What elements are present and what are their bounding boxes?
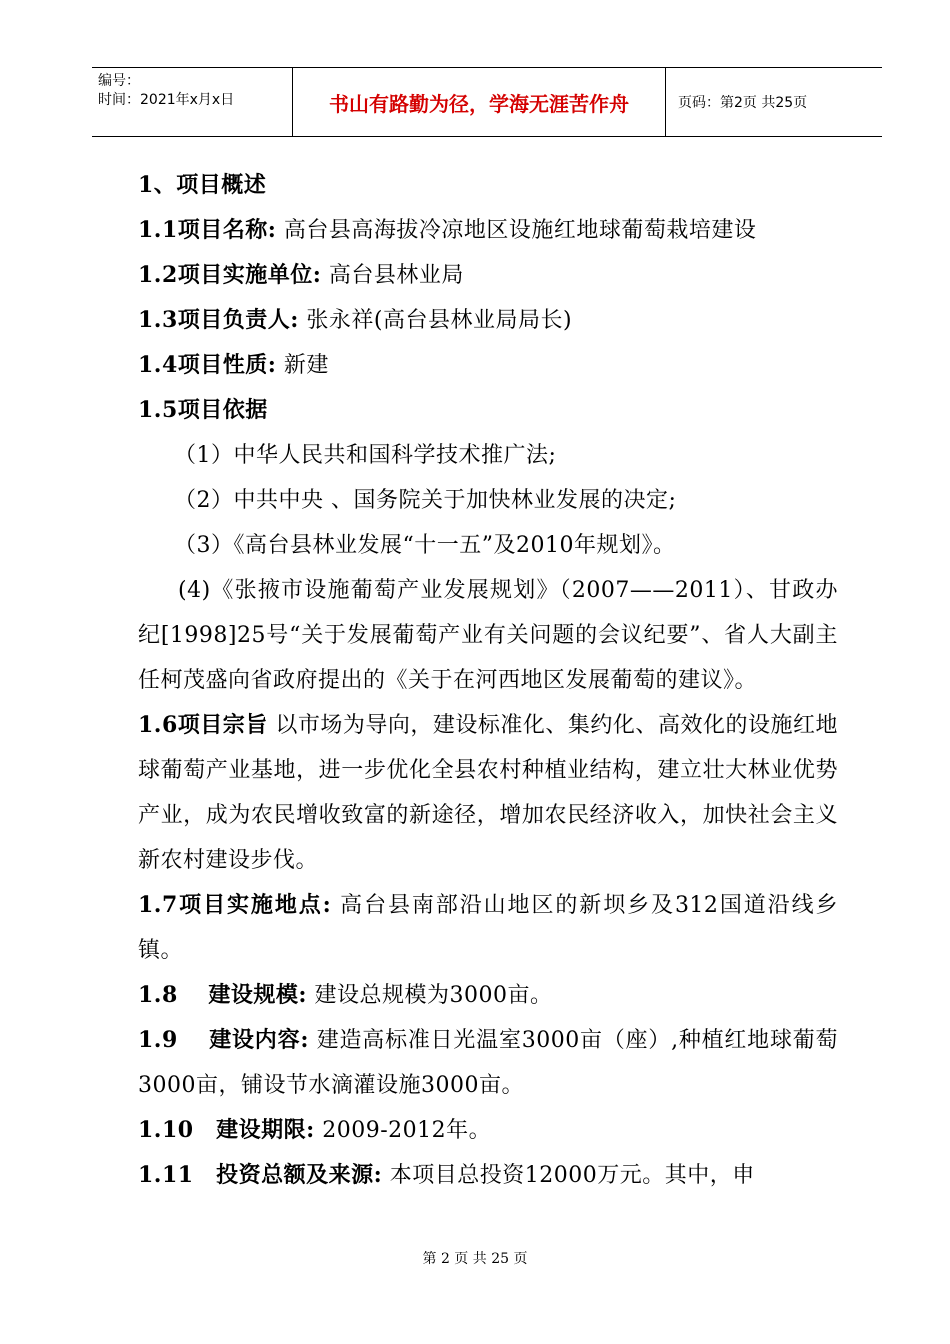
item-1-7 (138, 883, 838, 973)
item-1-6-text: 以市场为导向，建设标准化、集约化、高效化的设施红地球葡萄产业基地，进一步优化全县农村种植业结构，建立壮大林业优势产业，成为农民增收致富的新途径，增加农民经济收入，加快社会主义新农村建设步伐。 (138, 713, 838, 873)
document-body (138, 163, 838, 1198)
page-footer: 第 2 页 共 25 页 (422, 1251, 528, 1267)
item-1-6 (138, 703, 838, 883)
item-1-11-label: 1.11 投资总额及来源: (138, 1162, 383, 1188)
date-label: 时间：2021年x月x日 (98, 92, 235, 108)
basis-3: （3）《高台县林业发展“十一五”及2010年规划》。 (174, 533, 676, 558)
item-1-8-text: 建设总规模为3000亩。 (307, 983, 553, 1008)
item-1-10 (138, 1108, 838, 1153)
item-1-4 (138, 343, 838, 388)
item-1-11-text: 本项目总投资12000万元。其中，申 (382, 1163, 755, 1188)
basis-1: （1）中华人民共和国科学技术推广法; (174, 443, 557, 468)
item-1-9-text: 建造高标准日光温室3000亩（座）,种植红地球葡萄3000亩，铺设节水滴灌设施3000亩。 (138, 1028, 838, 1098)
basis-2: （2）中共中央 、国务院关于加快林业发展的决定; (174, 488, 677, 513)
item-1-1 (138, 208, 838, 253)
item-1-5-label: 1.5项目依据 (138, 397, 268, 423)
item-1-6-label: 1.6项目宗旨 (138, 712, 268, 738)
header-meta-cell (92, 68, 293, 136)
item-1-8 (138, 973, 838, 1018)
header-motto: 书山有路勤为径，学海无涯苦作舟 (293, 68, 666, 136)
item-1-10-label: 1.10 建设期限: (138, 1117, 315, 1143)
item-1-4-label: 1.4项目性质: (138, 352, 277, 378)
item-1-2 (138, 253, 838, 298)
item-1-1-text: 高台县高海拔冷凉地区设施红地球葡萄栽培建设 (276, 218, 757, 243)
item-1-4-text: 新建 (276, 353, 329, 378)
item-1-10-text: 2009-2012年。 (314, 1118, 492, 1143)
section-title: 1、项目概述 (138, 172, 267, 198)
basis-4: (4)《张掖市设施葡萄产业发展规划》（2007——2011）、甘政办纪[1998]25号“关于发展葡萄产业有关问题的会议纪要”、省人大副主任柯茂盛向省政府提出的《关于在河西地区发展葡萄的建议》。 (138, 578, 838, 693)
header-page-info: 页码：第2页 共25页 (678, 95, 808, 111)
item-1-9-label: 1.9 建设内容: (138, 1027, 309, 1053)
item-1-3 (138, 298, 838, 343)
item-1-7-text: 高台县南部沿山地区的新坝乡及312国道沿线乡镇。 (138, 893, 838, 963)
item-1-11 (138, 1153, 838, 1198)
item-1-9 (138, 1018, 838, 1108)
item-1-8-label: 1.8 建设规模: (138, 982, 308, 1008)
item-1-7-label: 1.7项目实施地点: (138, 892, 332, 918)
item-1-3-label: 1.3项目负责人: (138, 307, 299, 333)
item-1-2-text: 高台县林业局 (321, 263, 464, 288)
item-1-3-text: 张永祥(高台县林业局局长) (298, 308, 573, 333)
serial-label: 编号： (98, 73, 140, 89)
item-1-1-label: 1.1项目名称: (138, 217, 277, 243)
item-1-2-label: 1.2项目实施单位: (138, 262, 322, 288)
header-table (92, 67, 882, 137)
